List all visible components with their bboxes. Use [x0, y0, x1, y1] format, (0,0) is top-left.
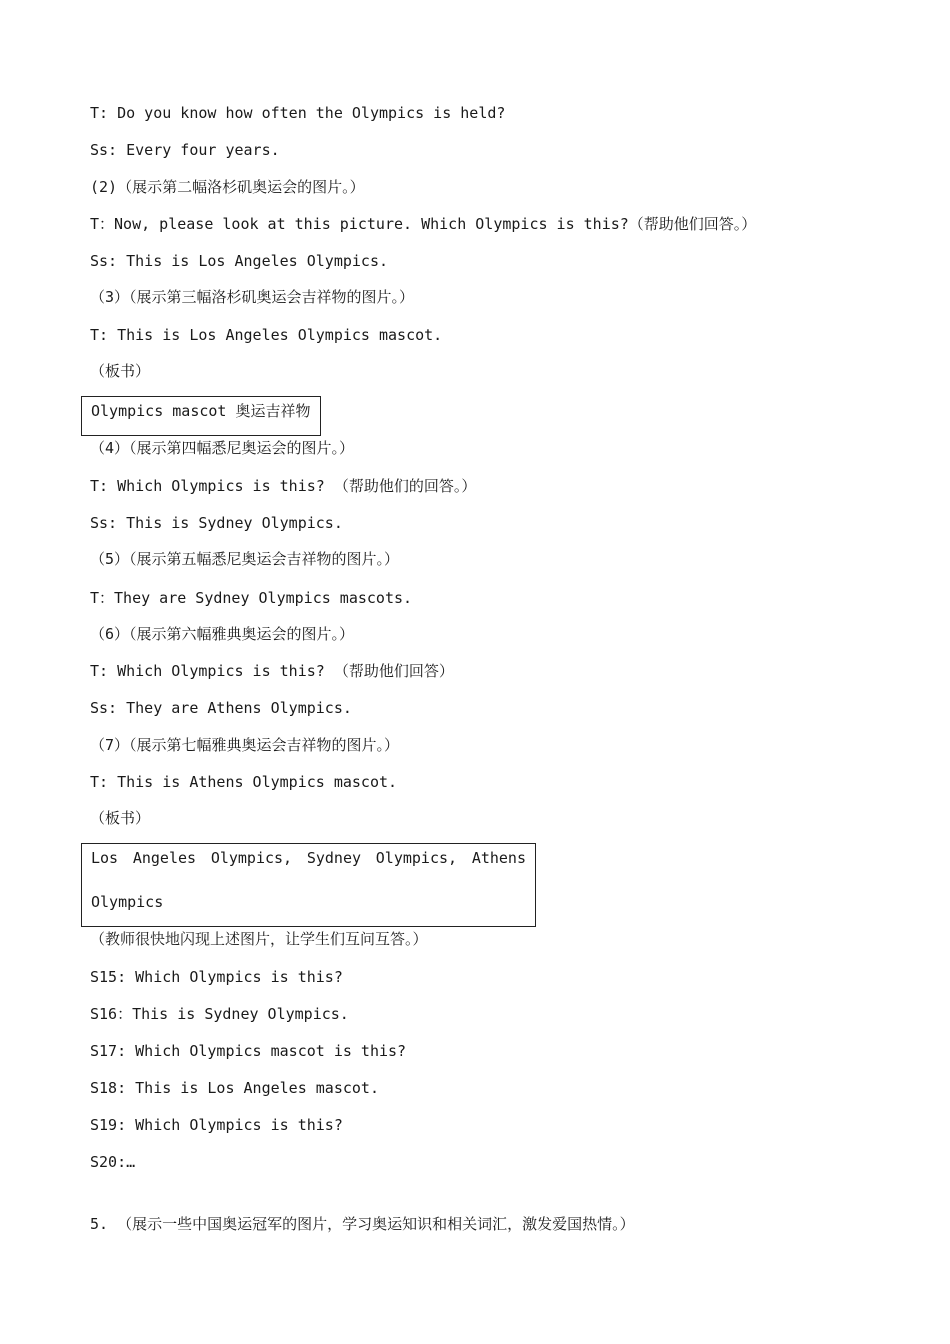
blackboard-text: Olympics mascot 奥运吉祥物 — [91, 402, 311, 420]
blackboard-word: Los — [91, 849, 119, 867]
step-note: （6）（展示第六幅雅典奥运会的图片。） — [90, 625, 355, 643]
dialogue-line: T: Which Olympics is this? （帮助他们回答） — [90, 662, 454, 680]
blackboard-box-olympics — [81, 843, 536, 927]
dialogue-line: S19: Which Olympics is this? — [90, 1116, 343, 1134]
dialogue-line: T: Which Olympics is this? （帮助他们的回答。） — [90, 477, 477, 495]
dialogue-line: T：They are Sydney Olympics mascots. — [90, 589, 413, 607]
blackboard-word: Olympics, — [375, 849, 458, 867]
step-note: （7）（展示第七幅雅典奥运会吉祥物的图片。） — [90, 736, 400, 754]
dialogue-line: Ss: This is Los Angeles Olympics. — [90, 252, 389, 270]
dialogue-line: S18: This is Los Angeles mascot. — [90, 1079, 379, 1097]
dialogue-line: Ss: This is Sydney Olympics. — [90, 514, 343, 532]
dialogue-line: S16：This is Sydney Olympics. — [90, 1005, 349, 1023]
blackboard-word: Olympics, — [210, 849, 293, 867]
dialogue-line: T: This is Los Angeles Olympics mascot. — [90, 326, 443, 344]
dialogue-line: S17: Which Olympics mascot is this? — [90, 1042, 407, 1060]
blackboard-word: Angeles — [132, 849, 197, 867]
dialogue-line: T: This is Athens Olympics mascot. — [90, 773, 398, 791]
dialogue-line: S20:… — [90, 1153, 136, 1171]
step-note: （3）（展示第三幅洛杉矶奥运会吉祥物的图片。） — [90, 288, 415, 306]
step-note: (2)（展示第二幅洛杉矶奥运会的图片。） — [90, 178, 365, 196]
blackboard-word: Olympics — [91, 893, 164, 911]
dialogue-line: T: Do you know how often the Olympics is held? — [90, 104, 506, 122]
blackboard-word: Sydney — [306, 849, 362, 867]
blackboard-row — [91, 848, 526, 868]
step-note: （5）（展示第五幅悉尼奥运会吉祥物的图片。） — [90, 550, 400, 568]
section-heading: 5. （展示一些中国奥运冠军的图片，学习奥运知识和相关词汇，激发爱国热情。） — [90, 1215, 635, 1233]
blackboard-note: （板书） — [90, 362, 151, 380]
dialogue-line: T：Now, please look at this picture. Which Olympics is this?（帮助他们回答。） — [90, 215, 757, 233]
step-note: （教师很快地闪现上述图片，让学生们互问互答。） — [90, 930, 428, 948]
blackboard-note: （板书） — [90, 809, 151, 827]
dialogue-line: S15: Which Olympics is this? — [90, 968, 343, 986]
dialogue-line: Ss: Every four years. — [90, 141, 280, 159]
blackboard-box-mascot — [81, 396, 321, 436]
blackboard-word: Athens — [471, 849, 526, 867]
dialogue-line: Ss: They are Athens Olympics. — [90, 699, 352, 717]
step-note: （4）（展示第四幅悉尼奥运会的图片。） — [90, 439, 355, 457]
